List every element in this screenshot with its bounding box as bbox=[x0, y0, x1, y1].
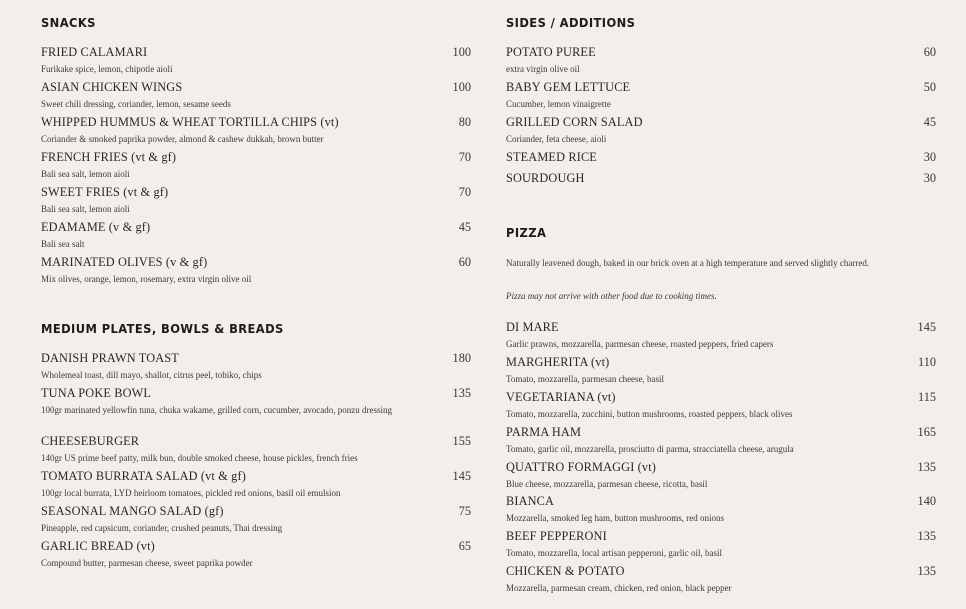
pizza-title: PIZZA bbox=[506, 225, 547, 241]
item-description: Bali sea salt bbox=[41, 239, 85, 249]
item-price: 135 bbox=[917, 564, 936, 578]
item-description: Blue cheese, mozzarella, parmesan cheese, ricotta, basil bbox=[506, 479, 708, 489]
item-price: 100 bbox=[452, 45, 471, 59]
item-price: 145 bbox=[452, 469, 471, 483]
menu-item bbox=[41, 434, 471, 465]
item-price: 45 bbox=[458, 220, 471, 234]
item-name: SWEET FRIES (vt & gf) bbox=[41, 185, 169, 199]
menu-item bbox=[41, 351, 471, 382]
item-description: Sweet chili dressing, coriander, lemon, sesame seeds bbox=[41, 99, 231, 109]
menu-item bbox=[41, 185, 471, 216]
item-name: FRENCH FRIES (vt & gf) bbox=[41, 150, 177, 164]
item-name: CHEESEBURGER bbox=[41, 434, 140, 448]
item-price: 145 bbox=[917, 320, 936, 334]
item-name: SOURDOUGH bbox=[506, 171, 585, 185]
menu-item bbox=[41, 469, 471, 500]
menu-item bbox=[506, 529, 936, 560]
item-price: 45 bbox=[923, 115, 936, 129]
snacks-title: SNACKS bbox=[41, 15, 96, 31]
item-price: 50 bbox=[923, 80, 936, 94]
item-name: MARINATED OLIVES (v & gf) bbox=[41, 255, 208, 269]
item-name: BEEF PEPPERONI bbox=[506, 529, 607, 543]
menu-item bbox=[506, 45, 936, 76]
item-description: 140gr US prime beef patty, milk bun, double smoked cheese, house pickles, french fries bbox=[41, 453, 358, 463]
item-name: DANISH PRAWN TOAST bbox=[41, 351, 179, 365]
menu-item bbox=[506, 390, 936, 421]
item-name: WHIPPED HUMMUS & WHEAT TORTILLA CHIPS (vt) bbox=[41, 115, 339, 129]
item-price: 65 bbox=[458, 539, 471, 553]
item-name: SEASONAL MANGO SALAD (gf) bbox=[41, 504, 224, 518]
menu-item bbox=[41, 386, 471, 417]
item-price: 30 bbox=[923, 150, 936, 164]
item-name: FRIED CALAMARI bbox=[41, 45, 148, 59]
item-description: Bali sea salt, lemon aioli bbox=[41, 169, 130, 179]
menu-item bbox=[41, 539, 471, 570]
item-description: Tomato, mozzarella, local artisan pepperoni, garlic oil, basil bbox=[506, 548, 723, 558]
menu-item bbox=[506, 564, 936, 595]
item-name: POTATO PUREE bbox=[506, 45, 596, 59]
item-name: CHICKEN & POTATO bbox=[506, 564, 625, 578]
menu-item bbox=[506, 355, 936, 386]
item-price: 110 bbox=[918, 355, 936, 369]
item-description: Furikake spice, lemon, chipotle aioli bbox=[41, 64, 173, 74]
item-name: STEAMED RICE bbox=[506, 150, 597, 164]
item-description: 100gr marinated yellowfin tuna, chuka wakame, grilled corn, cucumber, avocado, ponzu dressing bbox=[41, 405, 393, 415]
item-name: DI MARE bbox=[506, 320, 559, 334]
menu-item bbox=[41, 255, 471, 286]
item-name: MARGHERITA (vt) bbox=[506, 355, 610, 369]
item-description: Garlic prawns, mozzarella, parmesan cheese, roasted peppers, fried capers bbox=[506, 339, 774, 349]
item-price: 135 bbox=[917, 529, 936, 543]
item-price: 180 bbox=[452, 351, 471, 365]
item-name: EDAMAME (v & gf) bbox=[41, 220, 151, 234]
pizza-intro: Naturally leavened dough, baked in our brick oven at a high temperature and served slightly charred. bbox=[506, 258, 870, 268]
menu-item bbox=[41, 80, 471, 111]
item-name: TOMATO BURRATA SALAD (vt & gf) bbox=[41, 469, 246, 483]
menu-item bbox=[506, 425, 936, 456]
pizza-note: Pizza may not arrive with other food due to cooking times. bbox=[506, 291, 717, 301]
medium-plates-title: MEDIUM PLATES, BOWLS & BREADS bbox=[41, 321, 284, 337]
item-description: Mix olives, orange, lemon, rosemary, extra virgin olive oil bbox=[41, 274, 252, 284]
menu-item bbox=[506, 320, 936, 351]
item-price: 60 bbox=[923, 45, 936, 59]
item-description: Wholemeal toast, dill mayo, shallot, citrus peel, tobiko, chips bbox=[41, 370, 262, 380]
item-price: 100 bbox=[452, 80, 471, 94]
item-name: BABY GEM LETTUCE bbox=[506, 80, 631, 94]
item-description: Tomato, mozzarella, zucchini, button mushrooms, roasted peppers, black olives bbox=[506, 409, 793, 419]
item-name: VEGETARIANA (vt) bbox=[506, 390, 616, 404]
item-price: 115 bbox=[918, 390, 936, 404]
item-price: 135 bbox=[452, 386, 471, 400]
menu-item bbox=[41, 150, 471, 181]
item-name: TUNA POKE BOWL bbox=[41, 386, 152, 400]
item-price: 80 bbox=[458, 115, 471, 129]
menu-item bbox=[41, 115, 471, 146]
item-description: extra virgin olive oil bbox=[506, 64, 580, 74]
menu-item bbox=[41, 45, 471, 76]
menu-item bbox=[506, 460, 936, 491]
item-description: Compound butter, parmesan cheese, sweet paprika powder bbox=[41, 558, 253, 568]
item-description: Mozzarella, parmesan cream, chicken, red onion, black pepper bbox=[506, 583, 732, 593]
menu-item bbox=[506, 80, 936, 111]
item-description: 100gr local burrata, LYD heirloom tomatoes, pickled red onions, basil oil emulsion bbox=[41, 488, 341, 498]
item-price: 30 bbox=[923, 171, 936, 185]
item-price: 135 bbox=[917, 460, 936, 474]
item-name: QUATTRO FORMAGGI (vt) bbox=[506, 460, 657, 474]
item-price: 75 bbox=[458, 504, 471, 518]
item-description: Tomato, mozzarella, parmesan cheese, basil bbox=[506, 374, 665, 384]
item-description: Cucumber, lemon vinaigrette bbox=[506, 99, 611, 109]
item-name: ASIAN CHICKEN WINGS bbox=[41, 80, 183, 94]
item-description: Tomato, garlic oil, mozzarella, prosciutto di parma, stracciatella cheese, arugula bbox=[506, 444, 794, 454]
item-price: 165 bbox=[917, 425, 936, 439]
item-description: Bali sea salt, lemon aioli bbox=[41, 204, 130, 214]
menu-item bbox=[506, 494, 936, 525]
menu-item bbox=[506, 115, 936, 146]
menu-item bbox=[506, 171, 936, 186]
sides-title: SIDES / ADDITIONS bbox=[506, 15, 636, 31]
item-name: BIANCA bbox=[506, 494, 555, 508]
menu-item bbox=[506, 150, 936, 165]
item-description: Mozzarella, smoked leg ham, button mushrooms, red onions bbox=[506, 513, 724, 523]
item-price: 155 bbox=[452, 434, 471, 448]
item-price: 60 bbox=[458, 255, 471, 269]
item-description: Coriander, feta cheese, aioli bbox=[506, 134, 607, 144]
menu-item bbox=[41, 504, 471, 535]
item-description: Coriander & smoked paprika powder, almond & cashew dukkah, brown butter bbox=[41, 134, 324, 144]
item-price: 70 bbox=[458, 150, 471, 164]
menu-item bbox=[41, 220, 471, 251]
item-name: PARMA HAM bbox=[506, 425, 582, 439]
item-price: 70 bbox=[458, 185, 471, 199]
item-description: Pineapple, red capsicum, coriander, crushed peanuts, Thai dressing bbox=[41, 523, 283, 533]
item-price: 140 bbox=[917, 494, 936, 508]
item-name: GARLIC BREAD (vt) bbox=[41, 539, 155, 553]
item-name: GRILLED CORN SALAD bbox=[506, 115, 643, 129]
